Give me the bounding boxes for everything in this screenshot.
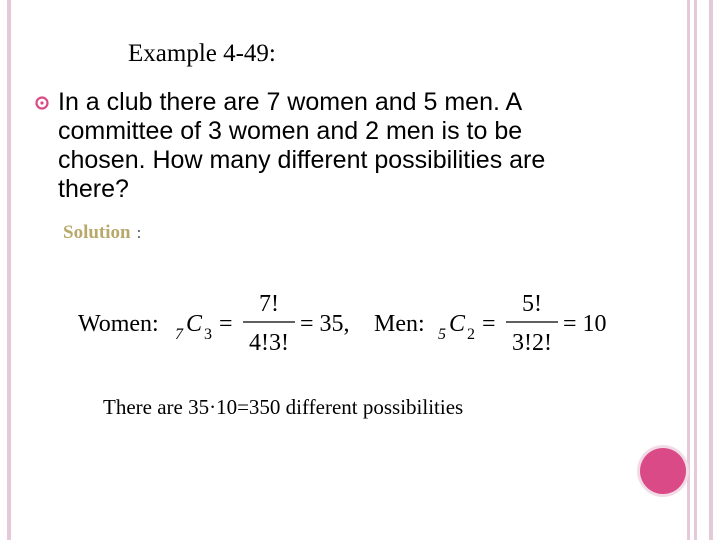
- bullet-icon: [35, 96, 49, 110]
- women-label: Women:: [78, 311, 159, 337]
- women-pre-subscript: 7: [175, 326, 183, 343]
- right-border-bar: [709, 0, 713, 540]
- men-c: C: [449, 311, 466, 337]
- solution-colon: :: [136, 223, 142, 242]
- men-denominator: 3!2!: [512, 330, 552, 356]
- women-denominator: 4!3!: [249, 330, 289, 356]
- men-subscript: 2: [467, 326, 475, 343]
- women-result: = 35,: [300, 311, 350, 337]
- problem-text: In a club there are 7 women and 5 men. A committee of 3 women and 2 men is to be chosen. How many different possibilities are there?: [58, 88, 546, 203]
- women-c: C: [186, 311, 203, 337]
- combination-formula: [76, 284, 616, 364]
- men-numerator: 5!: [522, 291, 542, 317]
- men-label: Men:: [374, 311, 425, 337]
- conclusion-text: There are 35·10=350 different possibilities: [103, 395, 464, 419]
- right-border-bar: [687, 0, 690, 540]
- decorative-circle: [640, 448, 686, 494]
- women-numerator: 7!: [259, 291, 279, 317]
- women-subscript: 3: [204, 326, 212, 343]
- men-pre-subscript: 5: [438, 326, 446, 343]
- slide-title: Example 4-49:: [128, 40, 276, 67]
- solution-heading: [63, 222, 141, 244]
- right-border-bar: [694, 0, 697, 540]
- solution-label: Solution: [63, 222, 131, 243]
- women-equals: =: [219, 311, 233, 337]
- men-equals: =: [482, 311, 496, 337]
- men-result: = 10: [563, 311, 607, 337]
- left-border-bar: [7, 0, 11, 540]
